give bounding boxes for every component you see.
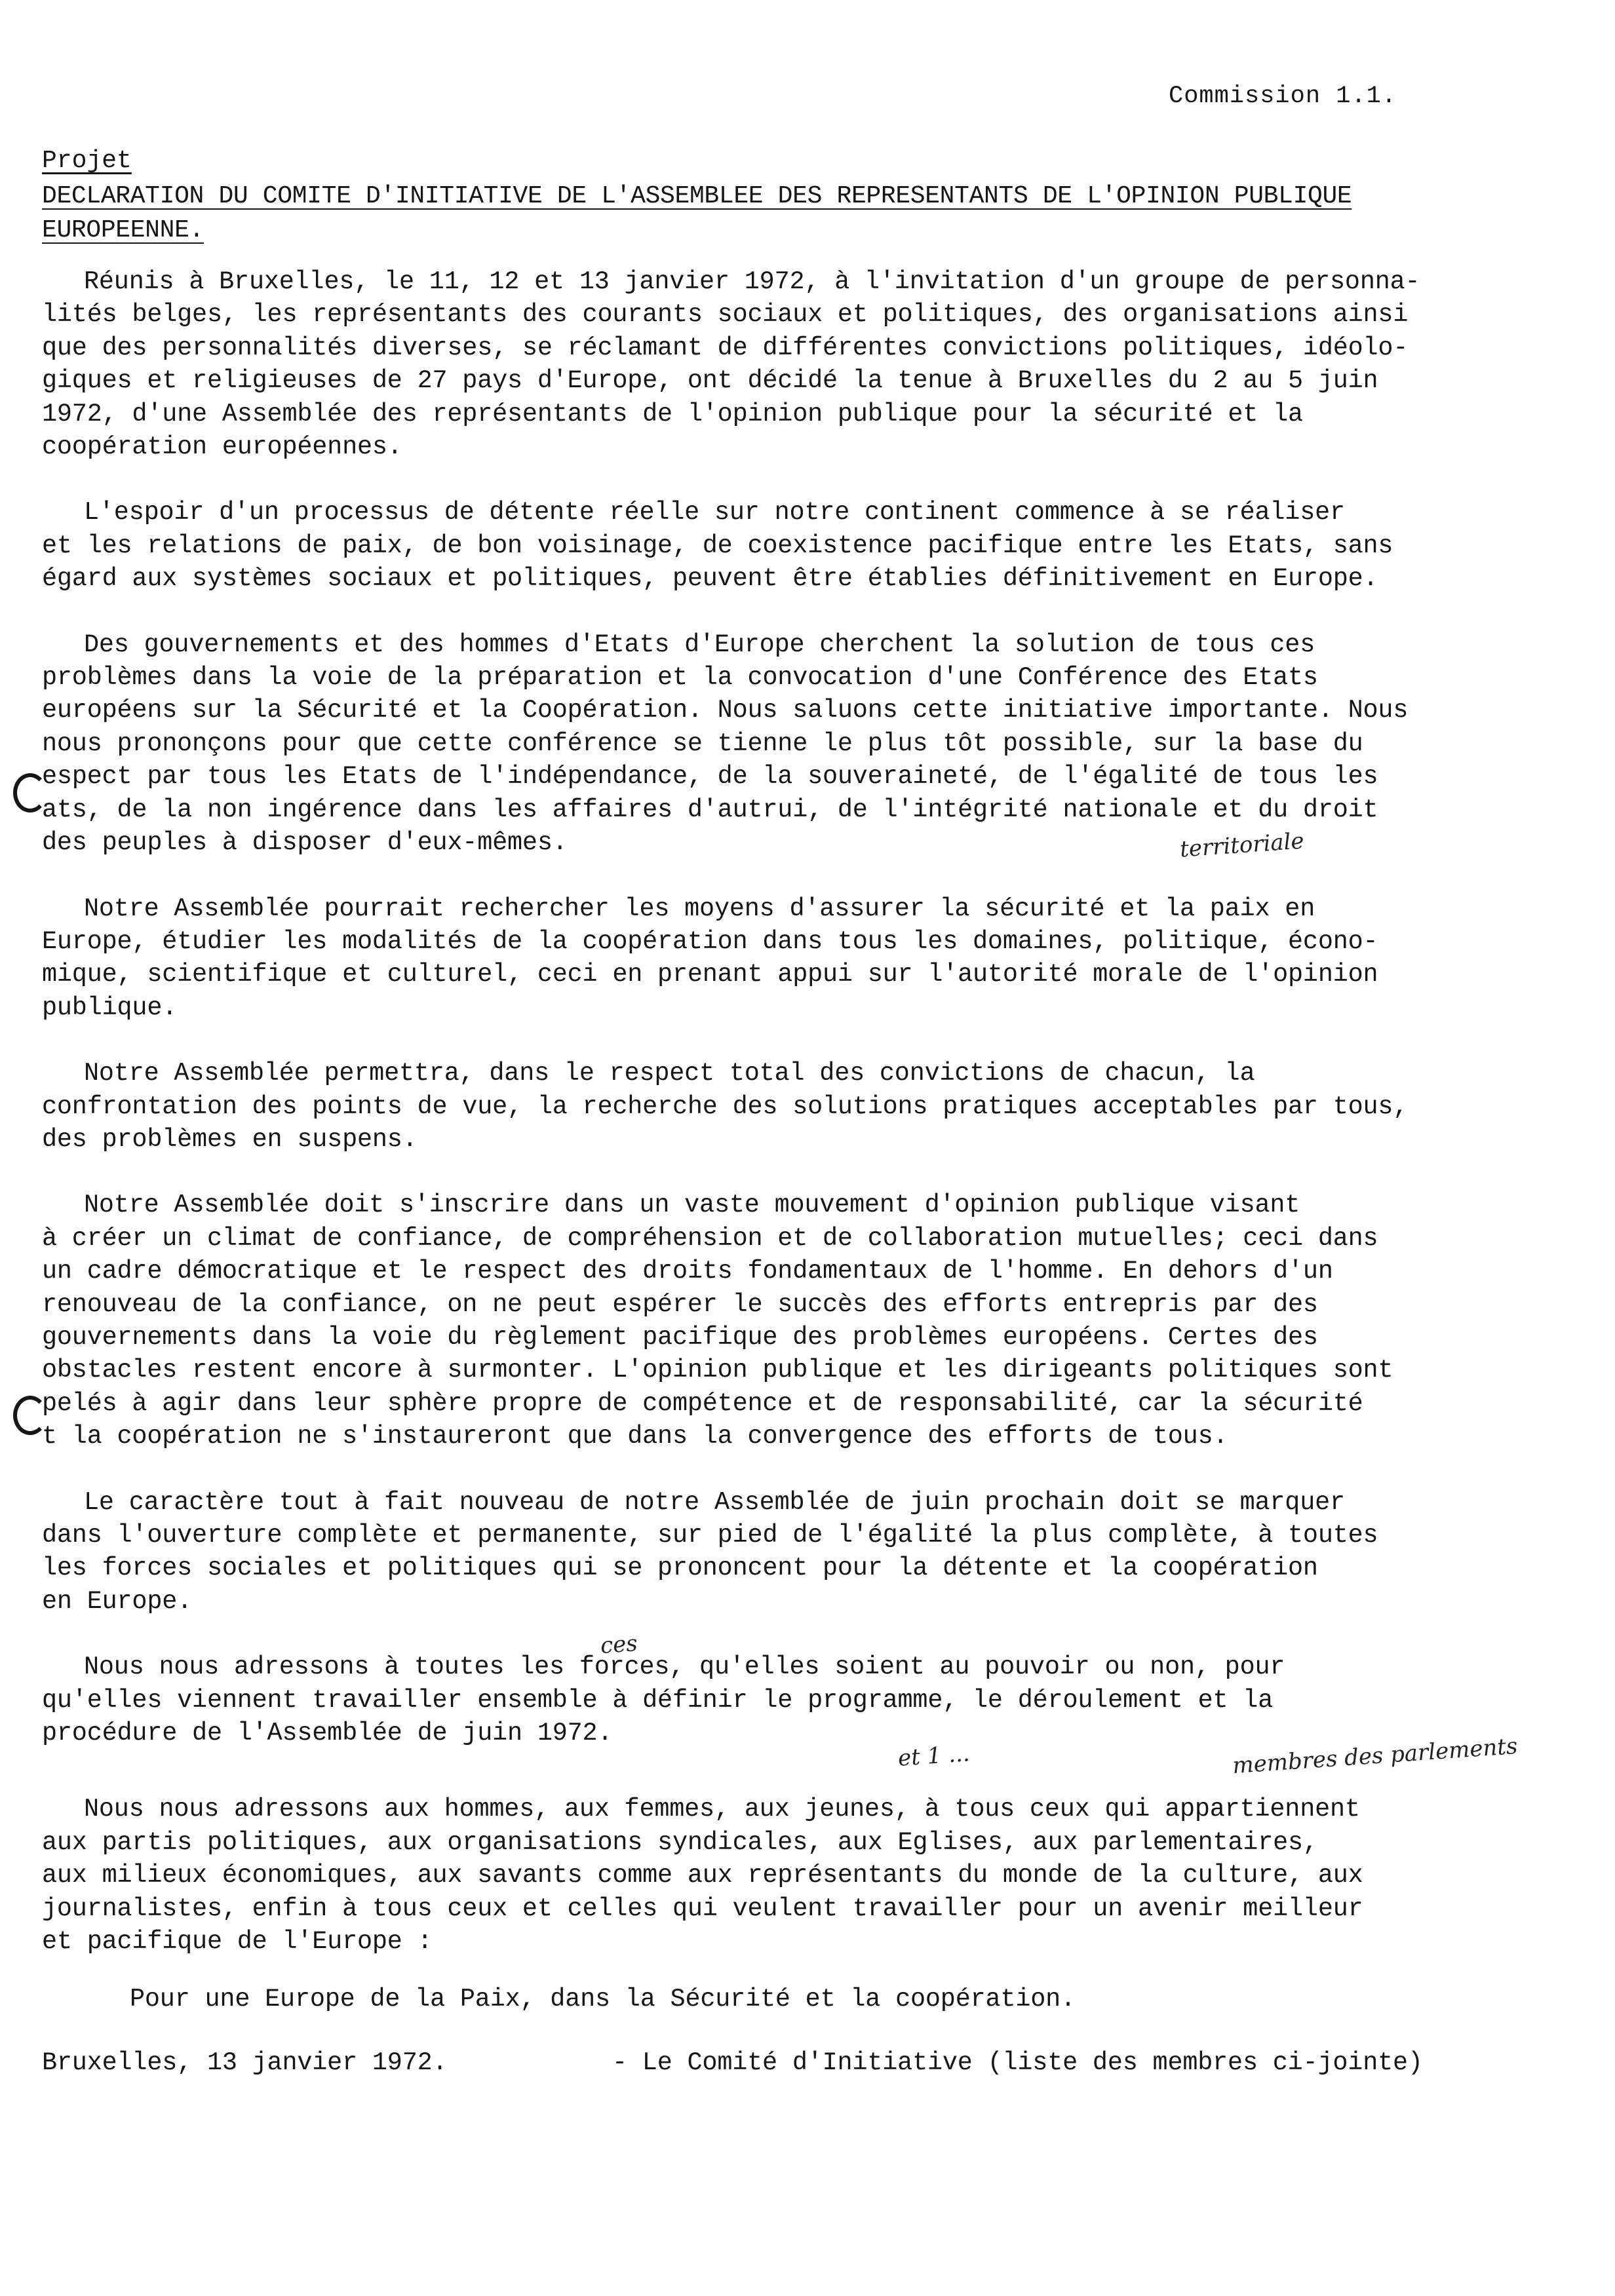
handwritten-note-membres: membres des parlements: [1232, 1732, 1519, 1780]
paragraph-2: L'espoir d'un processus de détente réelle sur notre continent commence à se réaliser et les relations de paix, de bon voisinage, de coexistence pacifique entre les Etats, sans égard aux systèmes sociaux et politiques, peuvent être établies définitivement en Europe.: [42, 498, 1393, 594]
paragraph-8: Nous nous adressons à toutes les forces, qu'elles soient au pouvoir ou non, pour qu'elles viennent travailler ensemble à définir le programme, le déroulement et la procédure de l'Assemblée de juin 1972.: [42, 1653, 1285, 1748]
paragraph-7: Le caractère tout à fait nouveau de notre Assemblée de juin prochain doit se marquer dans l'ouverture complète et permanente, sur pied de l'égalité la plus complète, à toutes les forces sociales et politiques qui se prononcent pour la détente et la coopération en Europe.: [42, 1487, 1378, 1616]
project-label: Projet: [42, 147, 132, 175]
declaration-body: [42, 265, 1530, 2079]
handwritten-note-et: et 1 ...: [897, 1740, 971, 1772]
place-date: Bruxelles, 13 janvier 1972.: [42, 2048, 448, 2077]
paragraph-1: Réunis à Bruxelles, le 11, 12 et 13 janvier 1972, à l'invitation d'un groupe de personna- lités belges, les représentants des courants sociaux et politiques, des organisations ainsi que des personnalités diverses, se réclamant de différentes convictions politiques, idéolo- giques et religieuses de 27 pays d'Europe, ont décidé la tenue à Bruxelles du 2 au 5 juin 1972, d'une Assemblée des représentants de l'opinion publique pour la sécurité et la coopération européennes.: [42, 267, 1420, 462]
binder-hole-mark-bottom: [13, 1396, 47, 1435]
binder-hole-mark-top: [13, 773, 47, 813]
title-block: [42, 145, 1523, 248]
closing-line: Pour une Europe de la Paix, dans la Sécurité et la coopération.: [130, 1985, 1076, 2014]
paragraph-9: Nous nous adressons aux hommes, aux femmes, aux jeunes, à tous ceux qui appartiennent aux partis politiques, aux organisations syndicales, aux Eglises, aux parlementaires, aux milieux économiques, aux savants comme aux représentants du monde de la culture, aux journalistes, enfin à tous ceux et celles qui veulent travailler pour un avenir meilleur et pacifique de l'Europe :: [42, 1795, 1363, 1957]
handwritten-note-ces: ces: [599, 1630, 638, 1659]
commission-label: Commission 1.1.: [1169, 83, 1397, 110]
committee-signature: - Le Comité d'Initiative (liste des membres ci-jointe): [612, 2048, 1423, 2077]
declaration-title: DECLARATION DU COMITE D'INITIATIVE DE L'ASSEMBLEE DES REPRESENTANTS DE L'OPINION PUBLIQUE EUROPEENNE.: [42, 182, 1352, 244]
signature-row: [42, 2046, 1530, 2079]
paragraph-3: Des gouvernements et des hommes d'Etats d'Europe cherchent la solution de tous ces problèmes dans la voie de la préparation et la convocation d'une Conférence des Etats européens sur la Sécurité et la Coopération. Nous saluons cette initiative importante. Nous nous prononçons pour que cette conférence se tienne le plus tôt possible, sur la base du espect par tous les Etats de l'indépendance, de la souveraineté, de l'égalité de tous les ats, de la non ingérence dans les affaires d'autrui, de l'intégrité nationale et du droit des peuples à disposer d'eux-mêmes.: [42, 630, 1409, 858]
paragraph-5: Notre Assemblée permettra, dans le respect total des convictions de chacun, la confrontation des points de vue, la recherche des solutions pratiques acceptables par tous, des problèmes en suspens.: [42, 1059, 1409, 1154]
paragraph-4: Notre Assemblée pourrait rechercher les moyens d'assurer la sécurité et la paix en Europe, étudier les modalités de la coopération dans tous les domaines, politique, écono- mique, scientifique et culturel, ceci en prenant appui sur l'autorité morale de l'opinion publique.: [42, 894, 1378, 1022]
handwritten-note-territoriale: territoriale: [1178, 828, 1305, 863]
paragraph-6: Notre Assemblée doit s'inscrire dans un vaste mouvement d'opinion publique visant à créer un climat de confiance, de compréhension et de collaboration mutuelles; ceci dans un cadre démocratique et le respect des droits fondamentaux de l'homme. En dehors d'un renouveau de la confiance, on ne peut espérer le succès des efforts entrepris par des gouvernements dans la voie du règlement pacifique des problèmes européens. Certes des obstacles restent encore à surmonter. L'opinion publique et les dirigeants politiques sont pelés à agir dans leur sphère propre de compétence et de responsabilité, car la sécurité t la coopération ne s'instaureront que dans la convergence des efforts de tous.: [42, 1191, 1393, 1451]
